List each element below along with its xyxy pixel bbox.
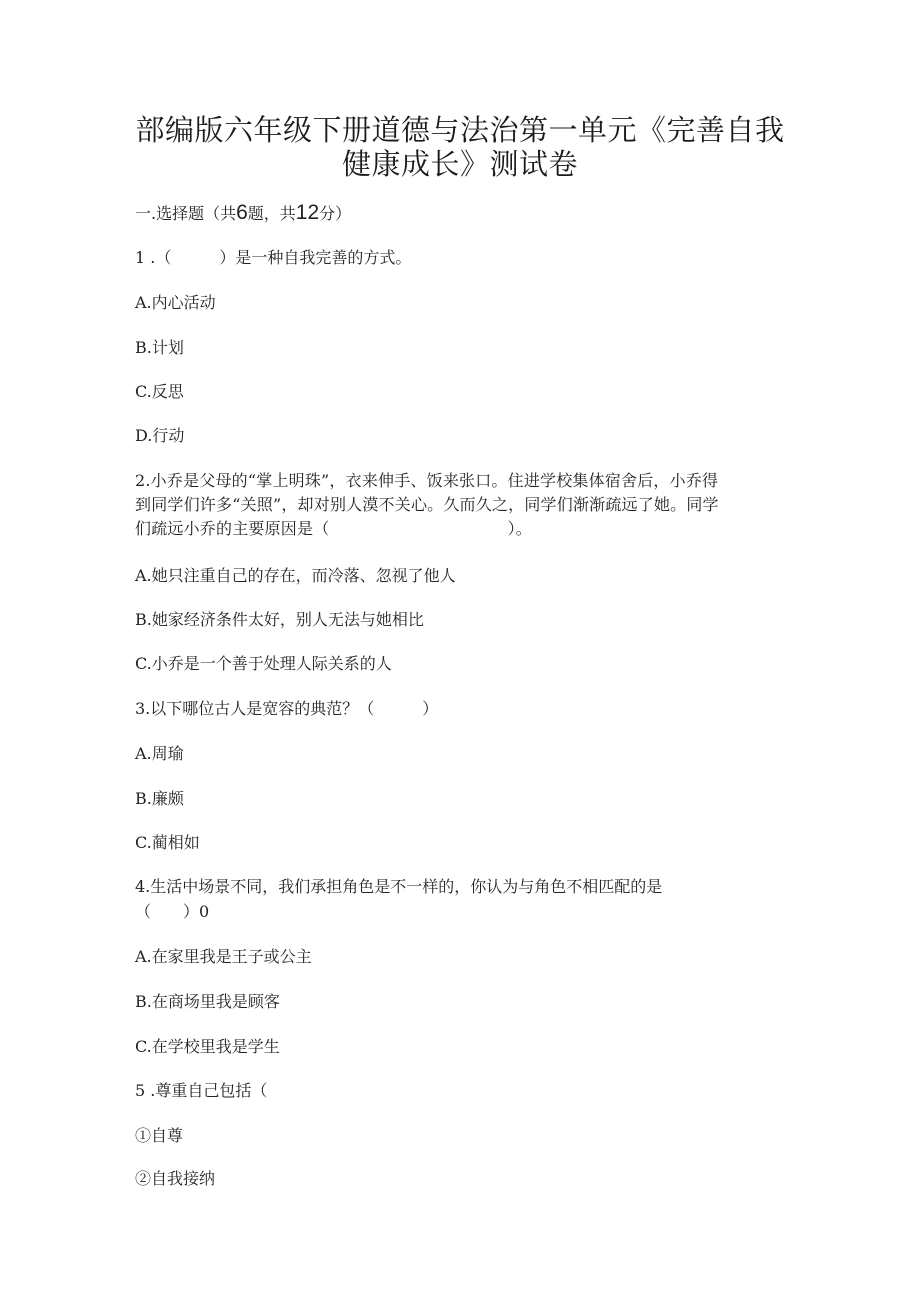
question-4-option-c: C.在学校里我是学生	[135, 1037, 280, 1056]
question-1-option-c: C.反思	[135, 382, 184, 401]
question-4-option-b: B.在商场里我是顾客	[135, 992, 280, 1011]
question-3-stem: 3.以下哪位古人是宽容的典范？（ ）	[135, 699, 439, 718]
section-prefix: 一.选择题（共	[135, 204, 237, 223]
document-title-line-2: 健康成长》测试卷	[341, 147, 578, 181]
total-points: 12	[295, 201, 320, 224]
question-2-stem	[135, 469, 775, 541]
question-5-stem: 5 .尊重自己包括（	[135, 1081, 268, 1100]
question-3-option-c: C.蔺相如	[135, 833, 200, 852]
question-2-stem-line-1: 2.小乔是父母的“掌上明珠”，衣来伸手、饭来张口。住进学校集体宿舍后，小乔得	[135, 471, 719, 490]
question-4-stem-line-1: 4.生活中场景不同，我们承担角色是不一样的，你认为与角色不相匹配的是	[135, 877, 663, 896]
document-title-line-1: 部编版六年级下册道德与法治第一单元《完善自我	[135, 113, 785, 147]
section-heading	[135, 203, 351, 224]
question-3-option-b: B.廉颇	[135, 789, 184, 808]
section-suffix: 分）	[319, 204, 352, 223]
question-2-option-c: C.小乔是一个善于处理人际关系的人	[135, 654, 392, 673]
question-2-option-a: A.她只注重自己的存在，而冷落、忽视了他人	[135, 566, 456, 585]
section-mid: 题，共	[247, 204, 296, 223]
question-1-option-b: B.计划	[135, 338, 184, 357]
question-1-option-d: D.行动	[135, 426, 185, 445]
question-2-stem-line-2: 到同学们许多“关照”，却对别人漠不关心。久而久之，同学们渐渐疏远了她。同学	[135, 495, 719, 514]
question-1-option-a: A.内心活动	[135, 293, 216, 312]
question-4-stem-line-2: （ ）0	[135, 902, 210, 921]
question-5-option-2: ②自我接纳	[135, 1169, 216, 1188]
question-2-option-b: B.她家经济条件太好，别人无法与她相比	[135, 610, 424, 629]
question-3-option-a: A.周瑜	[135, 744, 184, 763]
question-4-option-a: A.在家里我是王子或公主	[135, 947, 312, 966]
question-1-stem: 1 .（ ）是一种自我完善的方式。	[135, 248, 412, 267]
question-2-stem-line-3: 们疏远小乔的主要原因是（ ）。	[135, 519, 533, 538]
question-count: 6	[236, 201, 248, 224]
question-5-option-1: ①自尊	[135, 1126, 184, 1145]
